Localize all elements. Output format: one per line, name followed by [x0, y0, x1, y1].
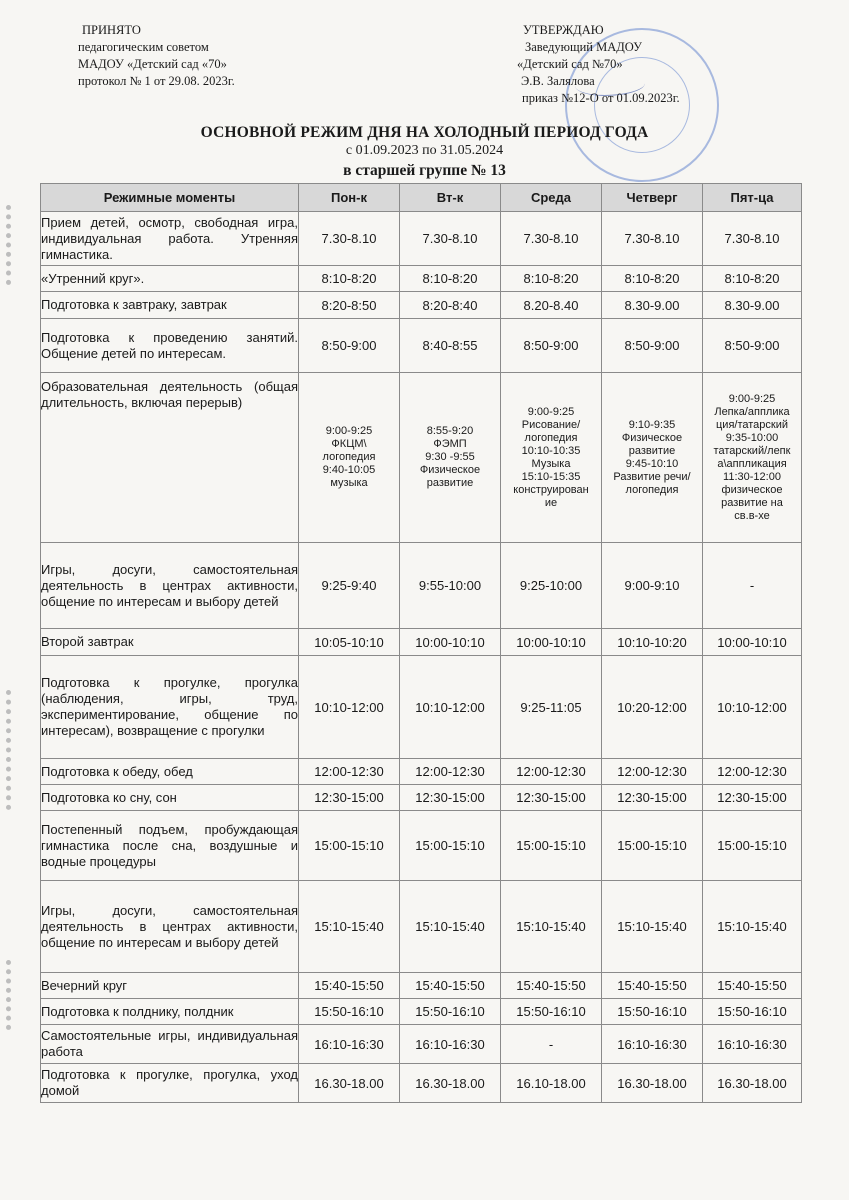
time-cell: 10:00-10:10 [501, 629, 602, 656]
education-line: 9:00-9:25 [325, 425, 373, 437]
education-line: 11:30-12:00 [723, 470, 781, 483]
time-cell: 15:00-15:10 [299, 811, 400, 881]
table-row [41, 759, 802, 785]
activity-cell: Подготовка к проведению занятий. Общение детей по интересам. [41, 319, 299, 373]
education-line: физическое [721, 483, 783, 496]
education-cell [602, 373, 703, 543]
approved-by: педагогическим советом [78, 40, 209, 54]
time-cell: 10:00-10:10 [703, 629, 802, 656]
education-cell [299, 373, 400, 543]
time-cell: 16.30-18.00 [400, 1064, 501, 1103]
table-row [41, 319, 802, 373]
education-line: 9:30 -9:55 [425, 451, 475, 463]
time-cell: 12:30-15:00 [501, 785, 602, 811]
time-cell: 8:20-8:40 [400, 292, 501, 319]
activity-cell: Игры, досуги, самостоятельная деятельность в центрах активности, общение по интересам и выбору детей [41, 881, 299, 973]
education-line: ФЭМП [433, 438, 467, 450]
time-cell: 8:50-9:00 [501, 319, 602, 373]
time-cell: 15:00-15:10 [400, 811, 501, 881]
activity-cell: Образовательная деятельность (общая длительность, включая перерыв) [41, 373, 299, 543]
time-cell: 12:00-12:30 [400, 759, 501, 785]
education-line: 9:45-10:10 [625, 457, 679, 470]
time-cell: 15:10-15:40 [400, 881, 501, 973]
document-period: с 01.09.2023 по 31.05.2024 [345, 143, 504, 158]
approved-org: МАДОУ «Детский сад «70» [78, 57, 227, 71]
table-row [41, 629, 802, 656]
time-cell: 15:10-15:40 [299, 881, 400, 973]
time-cell: 16.30-18.00 [299, 1064, 400, 1103]
education-line: ция/татарский [716, 418, 788, 431]
table-row [41, 973, 802, 999]
education-line: Развитие речи/ [613, 470, 691, 483]
confirm-label: УТВЕРЖДАЮ [523, 23, 604, 37]
time-cell: 15:40-15:50 [602, 973, 703, 999]
time-cell: 10:10-12:00 [703, 656, 802, 759]
education-line: 10:10-10:35 [521, 444, 581, 457]
time-cell: 12:30-15:00 [703, 785, 802, 811]
table-row [41, 881, 802, 973]
time-cell: 8:50-9:00 [703, 319, 802, 373]
time-cell: 12:00-12:30 [299, 759, 400, 785]
education-line: 8:55-9:20 [426, 425, 474, 437]
table-row [41, 373, 802, 543]
time-cell: 15:50-16:10 [299, 999, 400, 1025]
education-line: Рисование/ [521, 418, 581, 431]
time-cell: 16:10-16:30 [299, 1025, 400, 1064]
education-line: 9:35-10:00 [725, 431, 779, 444]
time-cell: 7.30-8.10 [501, 212, 602, 266]
time-cell: 9:25-9:40 [299, 543, 400, 629]
time-cell: 16:10-16:30 [602, 1025, 703, 1064]
time-cell: 15:00-15:10 [703, 811, 802, 881]
education-line: музыка [330, 477, 368, 489]
activity-cell: Игры, досуги, самостоятельная деятельность в центрах активности, общение по интересам и выбору детей [41, 543, 299, 629]
time-cell: 15:50-16:10 [602, 999, 703, 1025]
time-cell: 16.30-18.00 [703, 1064, 802, 1103]
education-line: ФКЦМ\ [331, 438, 367, 450]
time-cell: 7.30-8.10 [299, 212, 400, 266]
education-line: логопедия [322, 451, 376, 463]
education-line: 15:10-15:35 [521, 470, 581, 483]
table-row [41, 1064, 802, 1103]
time-cell: 16.30-18.00 [602, 1064, 703, 1103]
time-cell: 12:30-15:00 [400, 785, 501, 811]
time-cell: 16:10-16:30 [400, 1025, 501, 1064]
time-cell: 9:25-11:05 [501, 656, 602, 759]
time-cell: 8:50-9:00 [299, 319, 400, 373]
time-cell: 12:00-12:30 [501, 759, 602, 785]
scan-edge-marks [6, 205, 25, 285]
time-cell: 15:40-15:50 [400, 973, 501, 999]
time-cell: 12:30-15:00 [602, 785, 703, 811]
education-cell [703, 373, 802, 543]
schedule-table [40, 183, 802, 1103]
time-cell: 7.30-8.10 [602, 212, 703, 266]
time-cell: 10:20-12:00 [602, 656, 703, 759]
confirm-name: Э.В. Залялова [521, 74, 595, 88]
time-cell: 12:00-12:30 [703, 759, 802, 785]
time-cell: 8:10-8:20 [703, 266, 802, 292]
table-row [41, 212, 802, 266]
table-row [41, 811, 802, 881]
activity-cell: Самостоятельные игры, индивидуальная работа [41, 1025, 299, 1064]
time-cell: 8:40-8:55 [400, 319, 501, 373]
table-row [41, 1025, 802, 1064]
activity-cell: Второй завтрак [41, 629, 299, 656]
time-cell: 8.30-9.00 [703, 292, 802, 319]
education-line: 9:10-9:35 [628, 418, 676, 431]
column-header: Режимные моменты [41, 184, 299, 212]
education-line: логопедия [625, 483, 679, 496]
time-cell: 9:00-9:10 [602, 543, 703, 629]
education-line: св.в-хе [734, 509, 770, 522]
education-line: 9:00-9:25 [728, 392, 776, 405]
time-cell: 10:10-10:20 [602, 629, 703, 656]
activity-cell: Вечерний круг [41, 973, 299, 999]
education-line: конструирован [513, 483, 589, 496]
time-cell: 12:30-15:00 [299, 785, 400, 811]
activity-cell: Подготовка ко сну, сон [41, 785, 299, 811]
approved-protocol: протокол № 1 от 29.08. 2023г. [78, 74, 235, 88]
education-line: 9:00-9:25 [527, 405, 575, 418]
time-cell: 15:40-15:50 [299, 973, 400, 999]
education-line: 9:40-10:05 [322, 464, 376, 476]
time-cell: 8:10-8:20 [299, 266, 400, 292]
time-cell: 8.30-9.00 [602, 292, 703, 319]
activity-cell: «Утренний круг». [41, 266, 299, 292]
column-header: Вт-к [400, 184, 501, 212]
education-line: Физическое [621, 431, 683, 444]
table-row [41, 266, 802, 292]
time-cell: 15:00-15:10 [602, 811, 703, 881]
time-cell: 9:25-10:00 [501, 543, 602, 629]
time-cell: 8:10-8:20 [602, 266, 703, 292]
time-cell: 10:10-12:00 [400, 656, 501, 759]
time-cell: 15:10-15:40 [501, 881, 602, 973]
education-cell [501, 373, 602, 543]
table-row [41, 656, 802, 759]
education-line: Физическое [419, 464, 481, 476]
confirm-org: «Детский сад №70» [517, 57, 623, 71]
time-cell: 8:10-8:20 [501, 266, 602, 292]
activity-cell: Подготовка к полднику, полдник [41, 999, 299, 1025]
time-cell: 16.10-18.00 [501, 1064, 602, 1103]
activity-cell: Подготовка к завтраку, завтрак [41, 292, 299, 319]
column-header: Среда [501, 184, 602, 212]
document-title: ОСНОВНОЙ РЕЖИМ ДНЯ НА ХОЛОДНЫЙ ПЕРИОД ГОДА [200, 124, 649, 141]
time-cell: 15:00-15:10 [501, 811, 602, 881]
education-line: татарский/лепк [713, 444, 791, 457]
time-cell: - [501, 1025, 602, 1064]
table-row [41, 999, 802, 1025]
time-cell: 8.20-8.40 [501, 292, 602, 319]
time-cell: 15:10-15:40 [703, 881, 802, 973]
scan-edge-marks [6, 690, 25, 810]
education-line: развитие [426, 477, 474, 489]
time-cell: 16:10-16:30 [703, 1025, 802, 1064]
time-cell: 8:50-9:00 [602, 319, 703, 373]
table-row [41, 543, 802, 629]
table-row [41, 292, 802, 319]
approval-block-left [78, 22, 235, 90]
table-header-row [41, 184, 802, 212]
time-cell: 10:05-10:10 [299, 629, 400, 656]
column-header: Пон-к [299, 184, 400, 212]
activity-cell: Подготовка к прогулке, прогулка, уход домой [41, 1064, 299, 1103]
confirm-position: Заведующий МАДОУ [525, 40, 642, 54]
table-row [41, 785, 802, 811]
activity-cell: Постепенный подъем, пробуждающая гимнастика после сна, воздушные и водные процедуры [41, 811, 299, 881]
approval-block-right [517, 22, 680, 107]
time-cell: 12:00-12:30 [602, 759, 703, 785]
document-group: в старшей группе № 13 [343, 162, 506, 179]
education-line: Лепка/апплика [714, 405, 790, 418]
activity-cell: Подготовка к обеду, обед [41, 759, 299, 785]
time-cell: 7.30-8.10 [703, 212, 802, 266]
column-header: Четверг [602, 184, 703, 212]
education-cell [400, 373, 501, 543]
scan-edge-marks [6, 960, 25, 1030]
activity-cell: Подготовка к прогулке, прогулка (наблюдения, игры, труд, экспериментирование, общение по интересам), возвращение с прогулки [41, 656, 299, 759]
time-cell: 10:10-12:00 [299, 656, 400, 759]
time-cell: 15:10-15:40 [602, 881, 703, 973]
time-cell: 8:20-8:50 [299, 292, 400, 319]
time-cell: 7.30-8.10 [400, 212, 501, 266]
confirm-order: приказ №12-О от 01.09.2023г. [522, 91, 680, 105]
education-line: а\аппликация [717, 457, 787, 470]
education-line: логопедия [524, 431, 578, 444]
time-cell: 10:00-10:10 [400, 629, 501, 656]
approved-label: ПРИНЯТО [82, 23, 141, 37]
activity-cell: Прием детей, осмотр, свободная игра, индивидуальная работа. Утренняя гимнастика. [41, 212, 299, 266]
education-line: ие [544, 496, 558, 509]
education-line: развитие на [721, 496, 783, 509]
time-cell: 8:10-8:20 [400, 266, 501, 292]
education-line: развитие [628, 444, 676, 457]
education-line: Музыка [531, 457, 571, 470]
time-cell: 15:50-16:10 [501, 999, 602, 1025]
time-cell: 9:55-10:00 [400, 543, 501, 629]
time-cell: 15:50-16:10 [703, 999, 802, 1025]
time-cell: - [703, 543, 802, 629]
time-cell: 15:40-15:50 [501, 973, 602, 999]
time-cell: 15:50-16:10 [400, 999, 501, 1025]
time-cell: 15:40-15:50 [703, 973, 802, 999]
column-header: Пят-ца [703, 184, 802, 212]
